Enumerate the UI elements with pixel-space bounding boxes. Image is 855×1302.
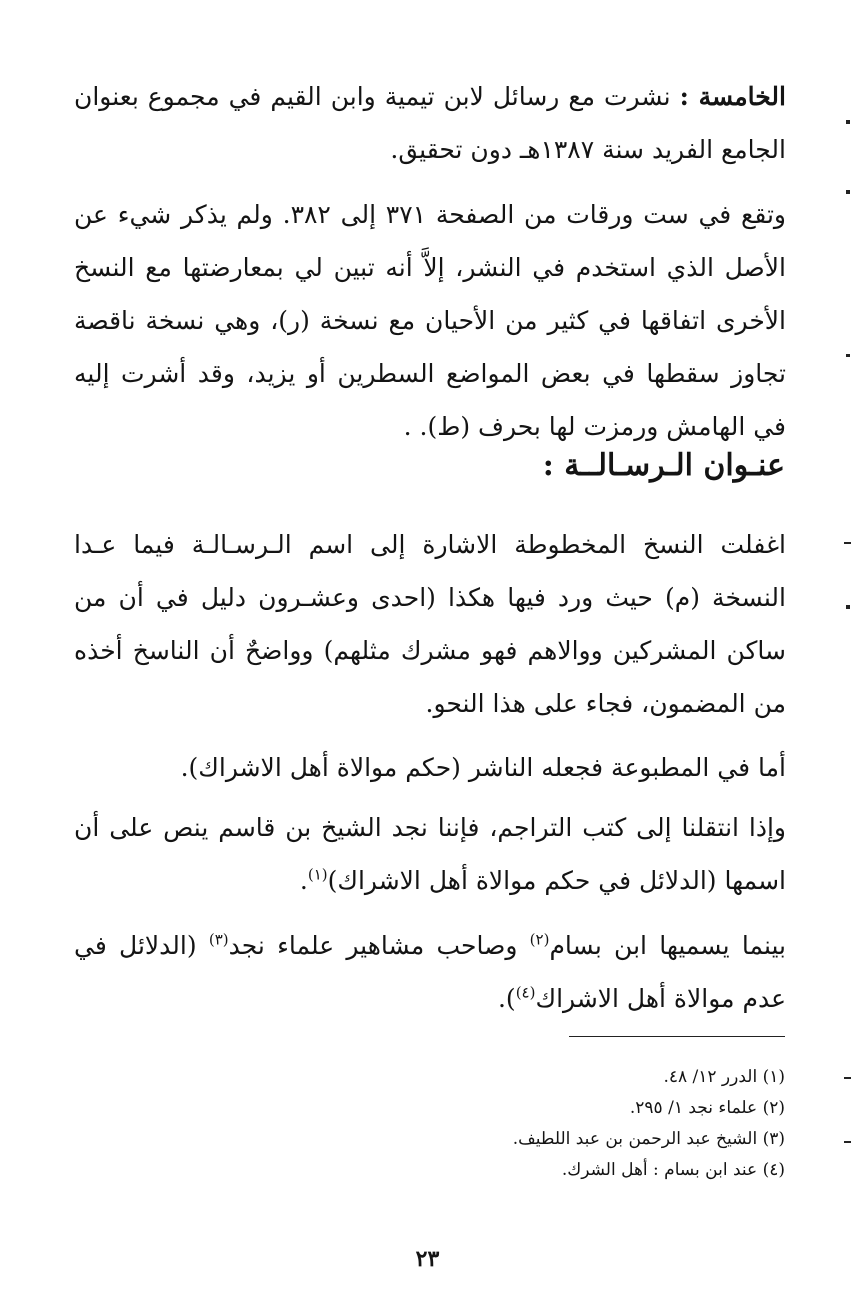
scan-speck — [844, 542, 851, 544]
paragraph-pages-description — [74, 188, 786, 453]
paragraph-text: بينما يسميها ابن بسام — [549, 931, 786, 960]
paragraph-manuscript-title — [74, 518, 786, 730]
footnote-2: (٢) علماء نجد ١/ ٢٩٥. — [629, 1098, 785, 1118]
footnote-3: (٣) الشيخ عبد الرحمن بن عبد اللطيف. — [512, 1129, 785, 1149]
footnote-4: (٤) عند ابن بسام : أهل الشرك. — [561, 1160, 785, 1180]
paragraph-text: وإذا انتقلنا إلى كتب التراجم، فإننا نجد الشيخ بن قاسم ينص على أن اسمها (الدلائل في حكم موالاة أهل الاشراك) — [74, 813, 786, 895]
paragraph-text: وتقع في ست ورقات من الصفحة ٣٧١ إلى ٣٨٢. ولم يذكر شيء عن الأصل الذي استخدم في النشر، إلاَّ أنه تبين لي بمعارضتها مع النسخ الأخرى اتفاقها في كثير من الأحيان مع نسخة (ر)، وهي نسخة ناقصة تجاوز سقطها في بعض المواضع السطرين أو يزيد، وقد أشرت إليه في الهامش ورمزت لها بحرف (ط). . — [74, 200, 787, 441]
paragraph-end: ). — [497, 984, 516, 1013]
section-heading: عنـوان الـرسـالــة : — [542, 448, 785, 483]
footnote-ref-2[interactable]: (٢) — [529, 930, 550, 949]
footnote-separator — [569, 1036, 785, 1037]
footnote-1: (١) الدرر ١٢/ ٤٨. — [663, 1067, 785, 1087]
paragraph-text: اغفلت النسخ المخطوطة الاشارة إلى اسم الـرسـالـة فيما عـدا النسخة (م) حيث ورد فيها هكذا (احدى وعشـرون دليل في أن من ساكن المشركين ووالاهم فهو مشرك مثلهم) وواضحٌ أن الناسخ أخذه من المضمون، فجاء على هذا النحو. — [74, 530, 786, 718]
footnotes — [185, 1062, 785, 1186]
paragraph-biographies — [74, 801, 786, 907]
scan-speck — [846, 120, 850, 124]
scan-speck — [846, 354, 850, 357]
paragraph-text: أما في المطبوعة فجعله الناشر (حكم موالاة أهل الاشراك). — [180, 753, 786, 782]
scan-speck — [846, 605, 850, 609]
paragraph-text: (الدلائل في عدم موالاة أهل الاشراك — [74, 931, 786, 1013]
paragraph-printed-title — [74, 741, 786, 794]
footnote-ref-1[interactable]: (١) — [307, 865, 328, 884]
paragraph-other-titles — [74, 919, 786, 1025]
paragraph-end: . — [299, 866, 308, 895]
paragraph-fifth-edition — [74, 70, 786, 176]
paragraph-lead-word: الخامسة : — [679, 82, 786, 111]
paragraph-text: نشرت مع رسائل لابن تيمية وابن القيم في مجموع بعنوان الجامع الفريد سنة ١٣٨٧هـ دون تحقيق. — [74, 82, 786, 164]
scan-speck — [844, 1077, 851, 1079]
scan-speck — [844, 1141, 851, 1143]
scan-speck — [846, 190, 850, 194]
footnote-ref-3[interactable]: (٣) — [208, 930, 229, 949]
paragraph-text: وصاحب مشاهير علماء نجد — [228, 931, 530, 960]
page-number: ٢٣ — [415, 1246, 440, 1272]
footnote-ref-4[interactable]: (٤) — [515, 983, 536, 1002]
